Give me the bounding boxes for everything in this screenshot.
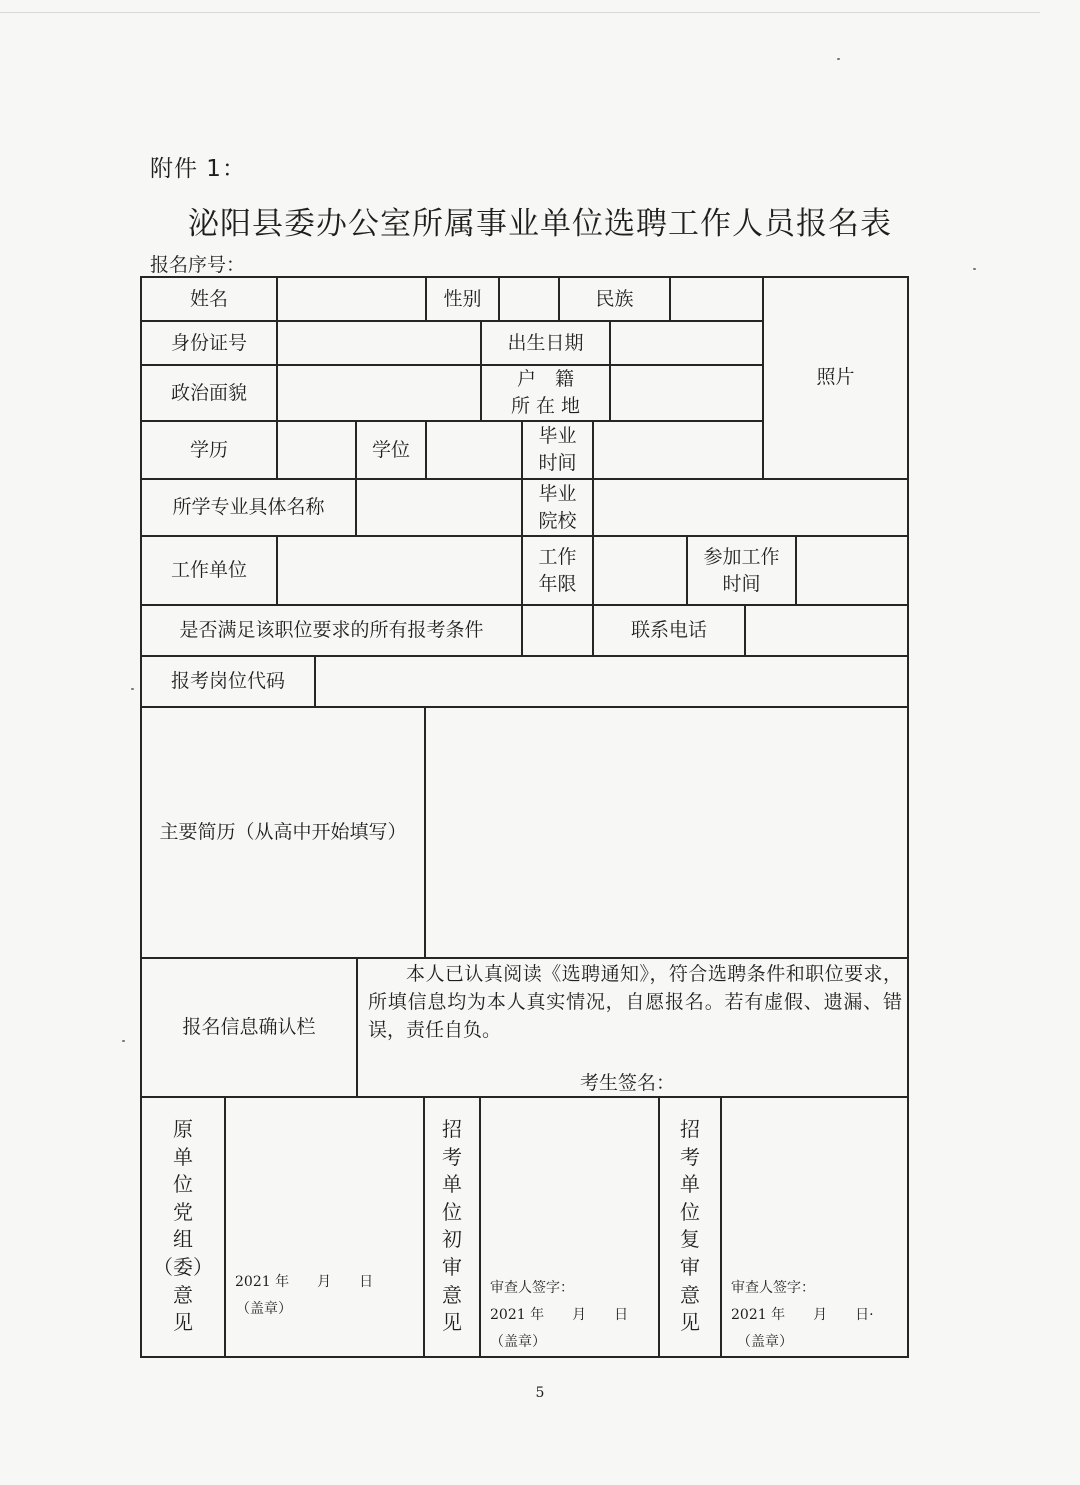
vertical-char: 意 [442, 1282, 462, 1307]
vertical-char: 复 [680, 1227, 700, 1252]
attachment-label: 附件 1： [150, 156, 246, 182]
input-education[interactable] [278, 422, 355, 478]
vertical-char: （委） [153, 1254, 213, 1279]
input-school[interactable] [594, 480, 907, 535]
date-original: 2021 年 月 日 [235, 1274, 374, 1290]
col-line [720, 1096, 722, 1356]
label-major: 所学专业具体名称 [172, 496, 325, 518]
input-work-years[interactable] [594, 537, 686, 604]
label-school [523, 480, 592, 535]
serial-number-label: 报名序号： [150, 254, 246, 276]
label-grad-time [523, 422, 592, 478]
label-meets-requirements: 是否满足该职位要求的所有报考条件 [179, 619, 484, 641]
table-border-bottom [140, 1356, 909, 1358]
input-gender[interactable] [500, 278, 558, 320]
input-birth-date[interactable] [611, 322, 762, 364]
label-work-start [688, 537, 795, 604]
date-final: 2021 年 月 日· [731, 1307, 874, 1323]
input-degree[interactable] [427, 422, 521, 478]
label-final-review-opinion [660, 1116, 720, 1337]
input-work-unit[interactable] [278, 537, 521, 604]
input-name[interactable] [278, 278, 425, 320]
scan-speck [131, 688, 134, 690]
input-household[interactable] [611, 366, 762, 420]
col-line [479, 1096, 481, 1356]
label-school-line1: 毕业 [538, 482, 577, 505]
label-household-line1: 户 籍 [516, 368, 574, 390]
label-degree: 学位 [371, 438, 410, 461]
input-work-start[interactable] [797, 537, 907, 604]
date-initial: 2021 年 月 日 [490, 1307, 629, 1323]
form-title: 泌阳县委办公室所属事业单位选聘工作人员报名表 [188, 206, 892, 242]
vertical-char: 位 [680, 1199, 700, 1224]
input-phone[interactable] [746, 606, 907, 655]
label-resume: 主要简历（从高中开始填写） [159, 821, 407, 843]
vertical-char: 审 [442, 1254, 462, 1279]
vertical-char: 单 [680, 1172, 700, 1197]
label-gender: 性别 [443, 287, 482, 310]
input-political-status[interactable] [278, 366, 480, 420]
seal-initial: （盖章） [490, 1334, 546, 1350]
label-ethnicity: 民族 [595, 287, 634, 310]
label-household-line2: 所 在 地 [510, 395, 581, 417]
page-number: 5 [535, 1385, 545, 1401]
scan-speck [122, 1040, 125, 1042]
vertical-char: 初 [442, 1227, 462, 1252]
table-border-right [907, 276, 909, 1358]
vertical-char: 见 [173, 1310, 193, 1335]
reviewer-signature-final: 审查人签字： [731, 1280, 815, 1296]
vertical-char: 原 [173, 1117, 193, 1141]
input-id-number[interactable] [278, 322, 480, 364]
input-meets-requirements[interactable] [523, 606, 592, 655]
label-work-years [523, 537, 592, 604]
label-confirm: 报名信息确认栏 [182, 1016, 316, 1038]
vertical-char: 招 [680, 1117, 700, 1141]
candidate-signature-label: 考生签名： [580, 1072, 676, 1094]
col-line [356, 957, 358, 1096]
scan-speck [973, 268, 976, 270]
label-school-line2: 院校 [538, 509, 577, 532]
label-birth-date: 出生日期 [507, 331, 584, 354]
label-work-unit: 工作单位 [170, 559, 247, 581]
vertical-char: 见 [442, 1310, 462, 1335]
label-id-number: 身份证号 [170, 331, 247, 354]
label-phone: 联系电话 [630, 619, 707, 641]
label-work-start-line1: 参加工作 [703, 545, 780, 568]
input-grad-time[interactable] [594, 422, 762, 478]
vertical-char: 组 [173, 1227, 193, 1252]
vertical-char: 审 [680, 1254, 700, 1279]
label-original-unit-opinion [142, 1116, 224, 1337]
vertical-char: 单 [173, 1144, 193, 1169]
row-line-10 [140, 1096, 909, 1098]
vertical-char: 见 [680, 1310, 700, 1335]
col-line [224, 1096, 226, 1356]
label-grad-time-line1: 毕业 [538, 425, 577, 447]
label-work-years-line1: 工作 [538, 545, 577, 568]
label-household [482, 366, 609, 420]
input-position-code[interactable] [316, 657, 907, 706]
label-initial-review-opinion [425, 1116, 479, 1337]
label-position-code: 报考岗位代码 [170, 670, 285, 692]
label-photo: 照片 [816, 366, 855, 388]
input-resume[interactable] [426, 708, 907, 957]
vertical-char: 位 [442, 1199, 462, 1224]
label-education: 学历 [189, 438, 228, 461]
vertical-char: 意 [173, 1282, 193, 1307]
scan-speck [837, 58, 840, 60]
vertical-char: 位 [173, 1172, 193, 1197]
vertical-char: 意 [680, 1282, 700, 1307]
seal-original: （盖章） [236, 1301, 292, 1317]
seal-final: （盖章） [737, 1334, 793, 1350]
vertical-char: 党 [173, 1199, 193, 1224]
vertical-char: 单 [442, 1172, 462, 1197]
label-political-status: 政治面貌 [170, 381, 247, 404]
vertical-char: 招 [442, 1117, 462, 1141]
label-work-years-line2: 年限 [538, 572, 577, 595]
photo-box[interactable] [764, 278, 907, 478]
label-name: 姓名 [189, 287, 228, 310]
input-major[interactable] [357, 480, 521, 535]
input-ethnicity[interactable] [671, 278, 762, 320]
label-work-start-line2: 时间 [722, 572, 761, 595]
vertical-char: 考 [442, 1144, 462, 1169]
vertical-char: 考 [680, 1144, 700, 1169]
label-grad-time-line2: 时间 [538, 452, 577, 474]
declaration-text: 本人已认真阅读《选聘通知》，符合选聘条件和职位要求，所填信息均为本人真实情况，自愿报名。若有虚假、遗漏、错误，责任自负。 [368, 963, 902, 1041]
reviewer-signature-initial: 审查人签字： [490, 1280, 574, 1296]
